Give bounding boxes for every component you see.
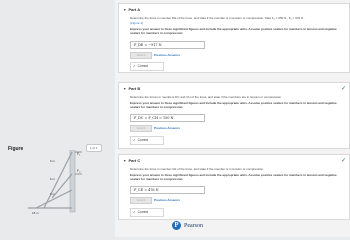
part-c-header[interactable]: ▼ Part C: [123, 158, 141, 163]
truss-figure[interactable]: [22, 150, 110, 216]
part-c-submit-button[interactable]: Submit: [130, 197, 152, 204]
part-c-instruction: Express your answer to three significant figures and include the appropriate units. Assume positive scalars for members in tension and negative scalars for members in compression.: [130, 173, 337, 181]
check-icon: ✓: [133, 64, 136, 68]
dim-label-1: 6 m: [50, 159, 56, 163]
part-a-submit-button[interactable]: Submit: [130, 52, 152, 59]
figure-heading: Figure: [8, 146, 24, 152]
label-f2: F₂: [77, 169, 81, 173]
wall-support: [70, 150, 75, 212]
check-icon: ✓: [133, 138, 136, 142]
part-b-correct: ✓ Correct: [130, 136, 164, 145]
part-b-instruction: Express your answer to three significant figures and include the appropriate units. Assume positive scalars for members in tension and negative scalars for members in compression.: [130, 101, 337, 109]
part-c-answer[interactable]: F_CE = 476 N: [130, 186, 205, 194]
part-b-submit-button[interactable]: Submit: [130, 125, 152, 132]
part-b-prompt: Determine the forces in members DC and CH of the truss, and state if the members are in tension or compression.: [130, 95, 282, 99]
part-a-prompt: Determine the force in member DE of the truss, and state if the member is in tension or compression. Take F₁ = 650 N , F₂ = 670 N .: [130, 16, 305, 20]
part-a-answer[interactable]: F_DE = −917 N: [130, 41, 205, 49]
caret-down-icon: ▼: [123, 159, 127, 163]
question-panel: [115, 0, 350, 237]
figure-link[interactable]: (Figure 1): [130, 21, 144, 25]
part-a-header[interactable]: ▼ Part A: [123, 7, 141, 12]
part-c: [118, 154, 350, 220]
part-a-previous-answers[interactable]: Previous Answers: [154, 53, 180, 57]
part-c-previous-answers[interactable]: Previous Answers: [154, 198, 180, 202]
label-f1: F₁: [77, 152, 81, 156]
part-c-prompt: Determine the force in member CE of the truss, and state if the member is in tension or compression.: [130, 167, 265, 171]
check-icon: ✓: [133, 210, 136, 214]
part-a: [118, 3, 350, 73]
part-b: [118, 82, 350, 149]
part-b-answer[interactable]: F_DC = F_CH = 150 N: [130, 114, 205, 122]
part-a-instruction: Express your answer to three significant figures and include the appropriate units. Assume positive scalars for members in tension and negative scalars for members in compression.: [130, 27, 337, 35]
pearson-logo: [172, 221, 203, 230]
part-c-correct: ✓ Correct: [130, 208, 164, 217]
dim-label-base: 18 m: [32, 211, 39, 215]
figure-panel: [0, 0, 112, 237]
caret-down-icon: ▼: [123, 8, 127, 12]
complete-check-icon: ✓: [340, 158, 346, 164]
dim-label-3: 6 m: [50, 192, 56, 196]
part-b-previous-answers[interactable]: Previous Answers: [154, 126, 180, 130]
part-a-correct: ✓ Correct: [130, 62, 164, 71]
figure-pager[interactable]: 1 of 1: [86, 144, 102, 152]
pearson-icon: P: [172, 221, 181, 230]
dim-label-2: 6 m: [50, 177, 56, 181]
part-b-header[interactable]: ▼ Part B: [123, 86, 141, 91]
caret-down-icon: ▼: [123, 87, 127, 91]
complete-check-icon: ✓: [340, 86, 346, 92]
pearson-wordmark: Pearson: [184, 222, 203, 229]
